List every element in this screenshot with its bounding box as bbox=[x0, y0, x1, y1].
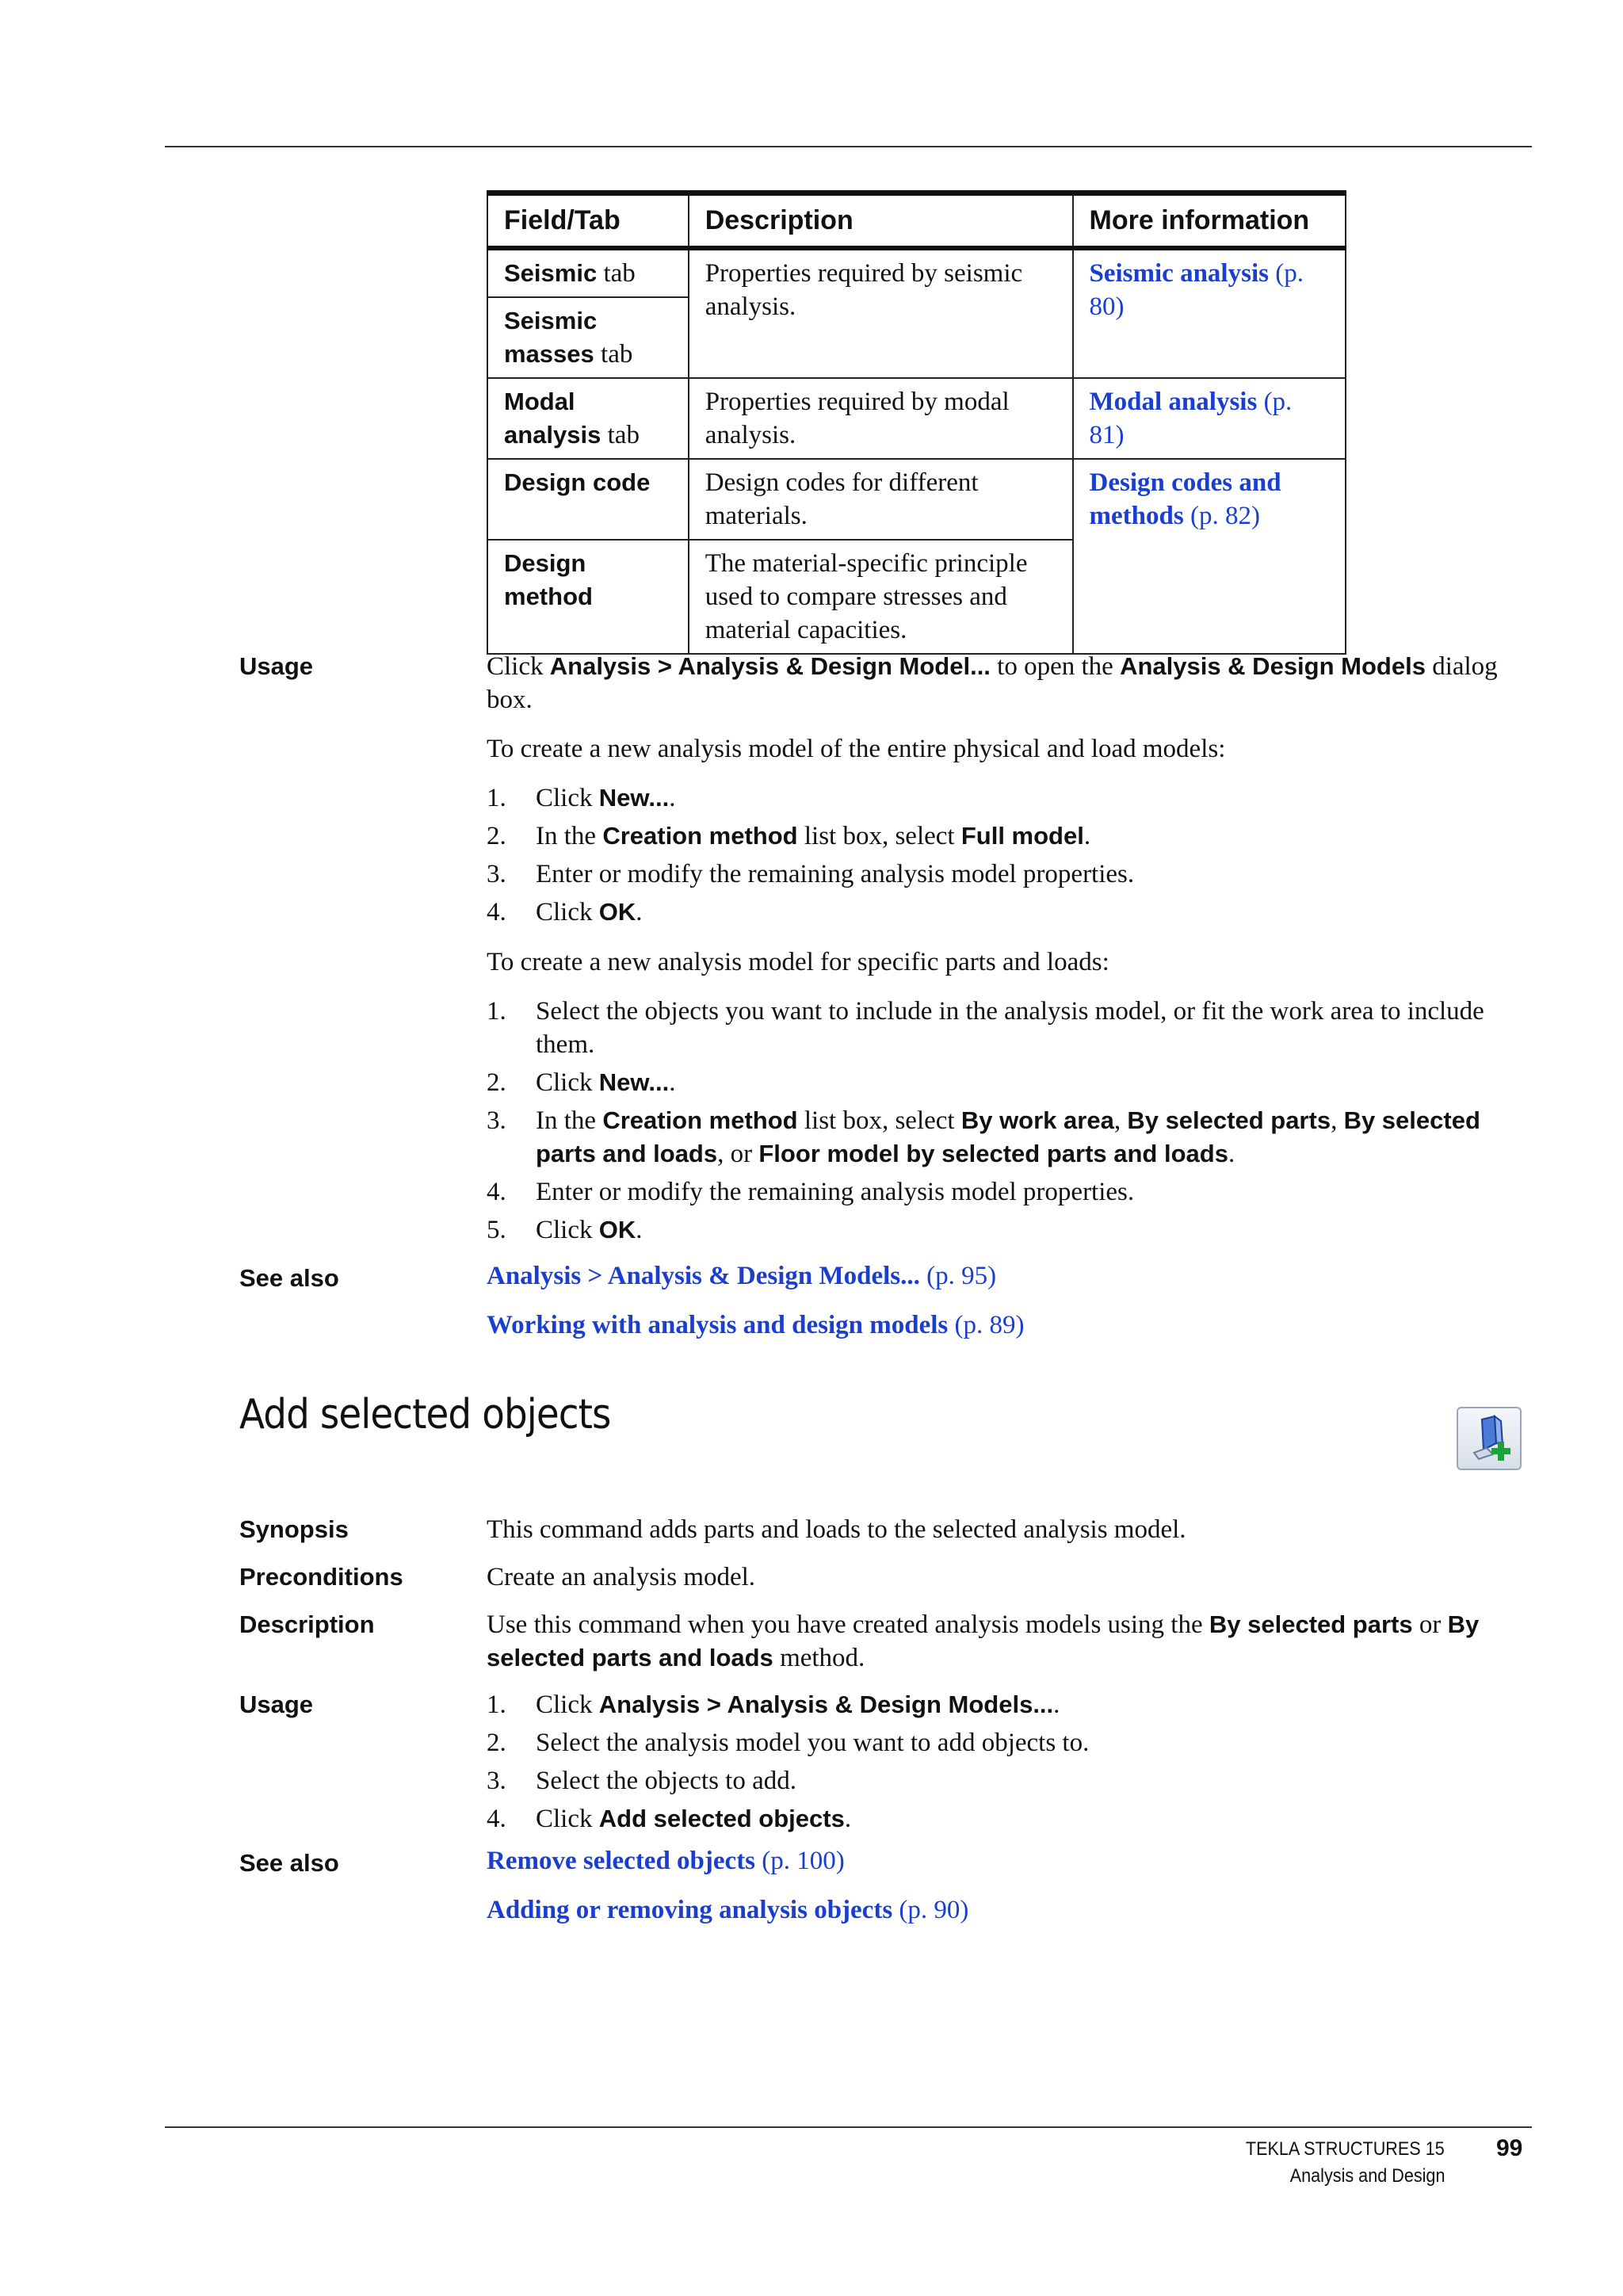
footer-product: TEKLA STRUCTURES 15 bbox=[1246, 2138, 1445, 2160]
properties-table bbox=[487, 190, 1346, 655]
field-cell: Modal analysis tab bbox=[487, 378, 689, 459]
field-cell: Design method bbox=[487, 540, 689, 654]
preconditions-text: Create an analysis model. bbox=[487, 1563, 756, 1591]
see-also-link[interactable]: Remove selected objects (p. 100) bbox=[487, 1847, 845, 1875]
footer-subtitle: Analysis and Design bbox=[1289, 2165, 1445, 2187]
description-label: Description bbox=[239, 1610, 375, 1638]
column-header: Field/Tab bbox=[487, 193, 689, 249]
full-model-intro: To create a new analysis model of the entire physical and load models: bbox=[487, 735, 1226, 763]
synopsis-text: This command adds parts and loads to the selected analysis model. bbox=[487, 1515, 1186, 1544]
footer-rule bbox=[165, 2126, 1532, 2128]
page-number: 99 bbox=[1496, 2135, 1523, 2161]
synopsis-label: Synopsis bbox=[239, 1515, 349, 1543]
usage-intro: Click Analysis > Analysis & Design Model... to open the Analysis & Design Models dialog box. bbox=[487, 652, 1498, 714]
list-item: 3. In the Creation method list box, select By work area, By selected parts, By selected parts and loads, or Floor model by selected parts and loads. bbox=[487, 1106, 1480, 1168]
description-cell: Design codes for different materials. bbox=[689, 459, 1073, 540]
more-info-link[interactable]: Design codes and methods (p. 82) bbox=[1073, 459, 1346, 654]
table-row bbox=[487, 459, 1346, 540]
see-also-link[interactable]: Analysis > Analysis & Design Models... (p. 95) bbox=[487, 1262, 997, 1290]
add-to-analysis-model-icon bbox=[1457, 1407, 1522, 1470]
see-also-label: See also bbox=[239, 1849, 339, 1877]
table-row bbox=[487, 248, 1346, 297]
description-cell: Properties required by seismic analysis. bbox=[689, 248, 1073, 378]
see-also-link[interactable]: Adding or removing analysis objects (p. 90) bbox=[487, 1896, 969, 1924]
field-cell: Seismic tab bbox=[487, 248, 689, 297]
description-cell: The material-specific principle used to compare stresses and material capacities. bbox=[689, 540, 1073, 654]
see-also-link[interactable]: Working with analysis and design models (p. 89) bbox=[487, 1311, 1025, 1339]
header-rule bbox=[165, 146, 1532, 147]
field-cell: Design code bbox=[487, 459, 689, 540]
more-info-link[interactable]: Modal analysis (p. 81) bbox=[1073, 378, 1346, 459]
table-row bbox=[487, 378, 1346, 459]
column-header: More information bbox=[1073, 193, 1346, 249]
see-also-label: See also bbox=[239, 1264, 339, 1292]
more-info-link[interactable]: Seismic analysis (p. 80) bbox=[1073, 248, 1346, 378]
section-title: Add selected objects bbox=[239, 1391, 611, 1438]
specific-model-intro: To create a new analysis model for specific parts and loads: bbox=[487, 948, 1109, 976]
list-item: 1. Select the objects you want to include in the analysis model, or fit the work area to include them. bbox=[487, 997, 1484, 1059]
field-cell: Seismic masses tab bbox=[487, 297, 689, 378]
usage-label: Usage bbox=[239, 1690, 314, 1718]
description-cell: Properties required by modal analysis. bbox=[689, 378, 1073, 459]
table-header-row bbox=[487, 193, 1346, 249]
description-text: Use this command when you have created analysis models using the By selected parts or By selected parts and loads method. bbox=[487, 1610, 1480, 1672]
column-header: Description bbox=[689, 193, 1073, 249]
usage-label: Usage bbox=[239, 652, 314, 680]
preconditions-label: Preconditions bbox=[239, 1563, 403, 1591]
